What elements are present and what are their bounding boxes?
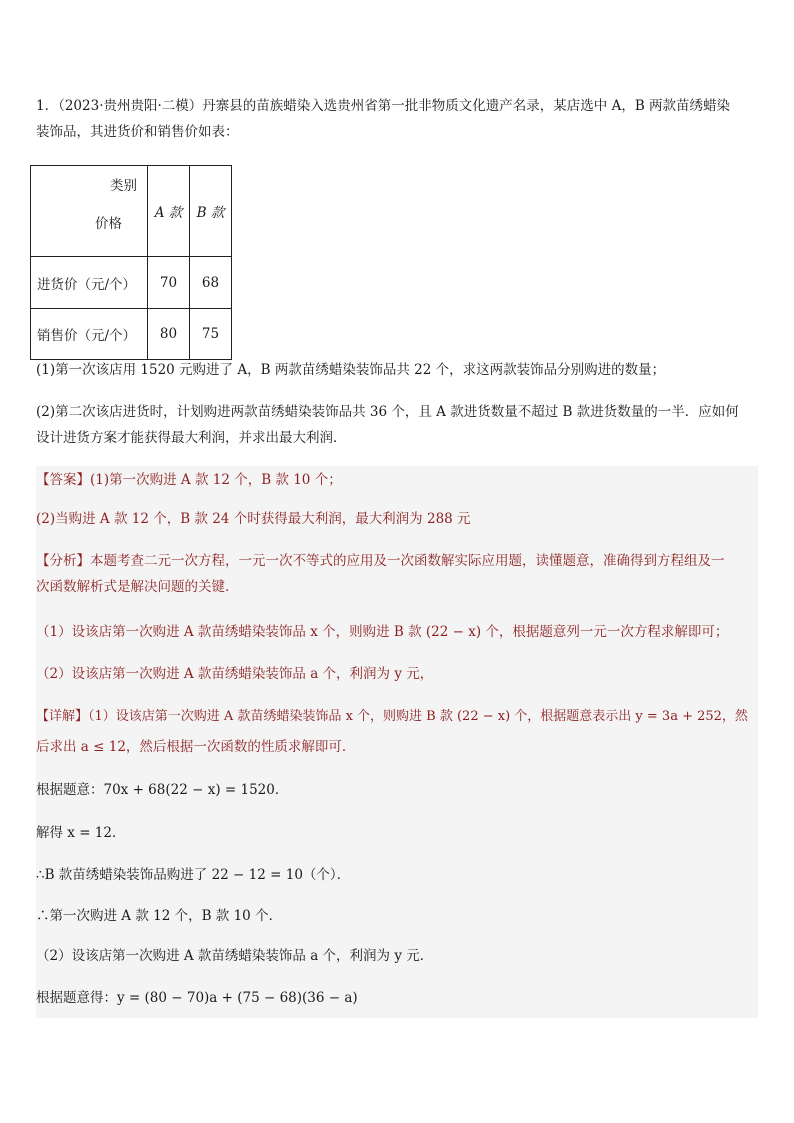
answer-line-1 [36, 470, 342, 490]
analysis-tag: 【分析】 [36, 553, 90, 569]
question-line-1: 1．（2023·贵州贵阳·二模）丹寨县的苗族蜡染入选贵州省第一批非物质文化遗产名录，某店选中 A，B 两款苗绣蜡染 [36, 98, 731, 114]
row-label: 销售价（元/个） [31, 309, 148, 360]
detail-line-2: 后求出 a ≤ 12，然后根据一次函数的性质求解即可． [36, 739, 356, 755]
table-header-cell [31, 166, 148, 257]
analysis-line-1 [36, 551, 725, 571]
price-table [30, 165, 232, 360]
row-b-value: 75 [190, 309, 232, 360]
detail-line-1 [36, 707, 748, 727]
row-a-value: 70 [148, 257, 190, 309]
table-row [31, 309, 232, 360]
sub-question-2-line-1: (2)第二次该店进货时，计划购进两款苗绣蜡染装饰品共 36 个，且 A 款进货数量不超过 B 款进货数量的一半．应如何 [36, 404, 739, 420]
header-category: 类别 [110, 178, 137, 194]
answer-tag: 【答案】 [36, 472, 90, 488]
hint-line-1: （1）设该店第一次购进 A 款苗绣蜡染装饰品 x 个，则购进 B 款 (22 − x) 个，根据题意列一元一次方程求解即可； [36, 624, 729, 640]
table-row [31, 257, 232, 309]
header-price: 价格 [95, 216, 122, 232]
hint-line-2: （2）设该店第一次购进 A 款苗绣蜡染装饰品 a 个，利润为 y 元， [36, 666, 434, 682]
row-label: 进货价（元/个） [31, 257, 148, 309]
row-b-value: 68 [190, 257, 232, 309]
profit-equation-line: 根据题意得：y = (80 − 70)a + (75 − 68)(36 − a) [36, 990, 358, 1006]
row-a-value: 80 [148, 309, 190, 360]
col-b-header: B 款 [190, 166, 232, 257]
conclusion-line-b: ∴B 款苗绣蜡染装饰品购进了 22 − 12 = 10（个）． [36, 867, 351, 883]
analysis-text-1: 本题考查二元一次方程，一元一次不等式的应用及一次函数解实际应用题，读懂题意，准确得到方程组及一 [90, 553, 725, 569]
detail-tag: 【详解】 [36, 709, 89, 724]
analysis-line-2: 次函数解析式是解决问题的关键． [36, 579, 239, 595]
answer-line-2: (2)当购进 A 款 12 个，B 款 24 个时获得最大利润，最大利润为 288 元 [36, 511, 471, 527]
col-a-header: A 款 [148, 166, 190, 257]
conclusion-line-a: ∴第一次购进 A 款 12 个，B 款 10 个． [36, 908, 283, 924]
detail-text-1: （1）设该店第一次购进 A 款苗绣蜡染装饰品 x 个，则购进 B 款 (22 − x) 个，根据题意表示出 y = 3a + 252，然 [88, 709, 748, 724]
setup-line-2: （2）设该店第一次购进 A 款苗绣蜡染装饰品 a 个，利润为 y 元． [36, 948, 434, 964]
answer-part-1: (1)第一次购进 A 款 12 个，B 款 10 个； [90, 472, 342, 488]
sub-question-1: (1)第一次该店用 1520 元购进了 A，B 两款苗绣蜡染装饰品共 22 个，求这两款装饰品分别购进的数量； [36, 362, 666, 378]
question-line-2: 装饰品，其进货价和销售价如表： [36, 124, 239, 140]
equation-line: 根据题意：70x + 68(22 − x) = 1520． [36, 782, 289, 798]
solution-line: 解得 x = 12． [36, 825, 126, 841]
sub-question-2-line-2: 设计进货方案才能获得最大利润，并求出最大利润． [36, 430, 347, 446]
